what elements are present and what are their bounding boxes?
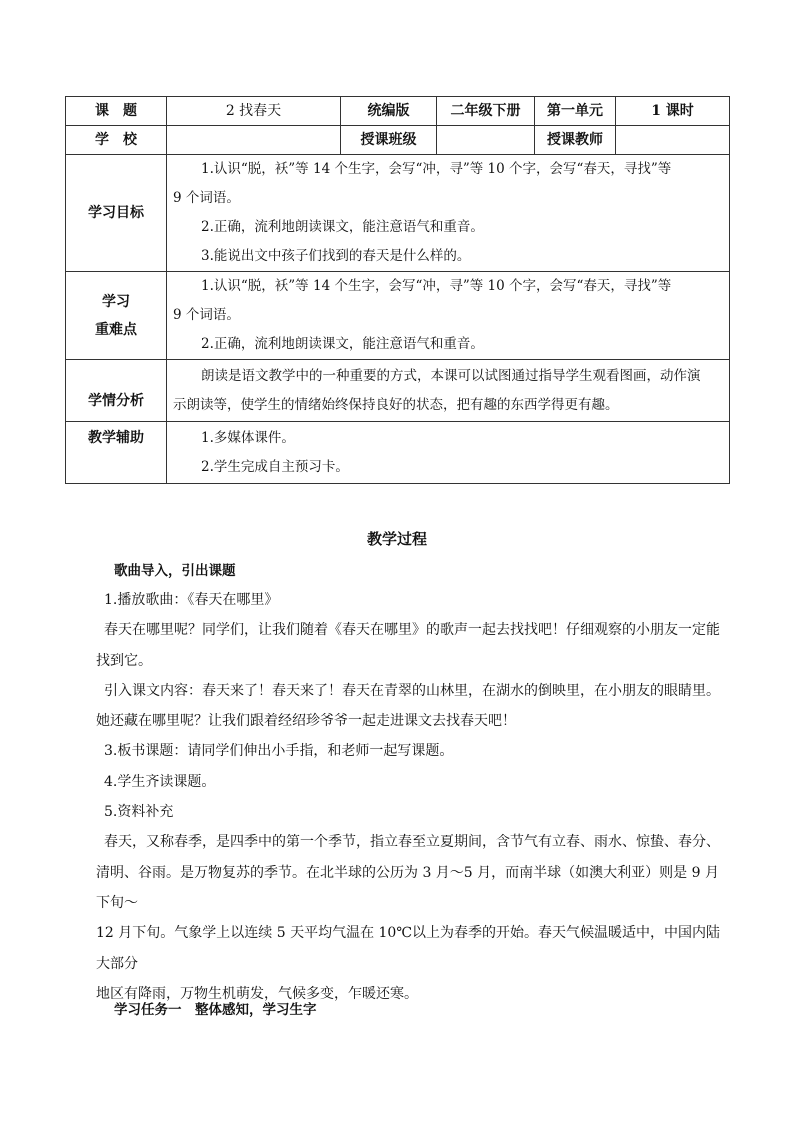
analysis-line: 朗读是语文教学中的一种重要的方式，本课可以试图通过指导学生观看图画，动作演: [201, 367, 701, 384]
process-line: 1.播放歌曲：《春天在哪里》: [104, 592, 279, 608]
school-value: [167, 126, 341, 155]
teacher-value: [616, 126, 730, 155]
process-line: 清明、谷雨。是万物复苏的季节。在北半球的公历为 3 月～5 月，而南半球（如澳大利亚）则是 9 月下旬～: [96, 864, 719, 911]
analysis-line: 示朗读等，使学生的情绪始终保持良好的状态，把有趣的东西学得更有趣。: [173, 396, 619, 413]
process-line: 引入课文内容：春天来了！春天来了！春天在青翠的山林里，在湖水的倒映里，在小朋友的眼睛里。: [104, 682, 720, 699]
lesson-info-table: [65, 96, 730, 484]
aids-label: 教学辅助: [66, 422, 167, 484]
key-point-item: 2.正确，流利地朗读课文，能注意语气和重音。: [201, 336, 484, 352]
process-line: 4.学生齐读课题。: [104, 773, 216, 790]
process-body: [96, 558, 728, 1009]
key-point-item: 9 个词语。: [173, 307, 240, 323]
process-line: 找到它。: [96, 652, 152, 669]
goals-content: [167, 155, 730, 272]
edition: 统编版: [341, 97, 437, 126]
goal-item: 9 个词语。: [173, 190, 240, 206]
process-line: 春天在哪里呢？同学们，让我们随着《春天在哪里》的歌声一起去找找吧！仔细观察的小朋友一定能: [104, 622, 720, 639]
teacher-label: 授课教师: [535, 126, 616, 155]
goals-label: 学习目标: [66, 155, 167, 272]
goal-item: 1.认识“脱，袄”等 14 个生字，会写“冲，寻”等 10 个字，会写“春天，寻找”等: [201, 161, 672, 177]
process-title: 教学过程: [366, 530, 427, 548]
goal-item: 3.能说出文中孩子们找到的春天是什么样的。: [201, 248, 471, 264]
process-line: 地区有降雨，万物生机萌发，气候多变，乍暖还寒。: [96, 985, 418, 1002]
table-row: [66, 126, 730, 155]
aid-item: 1.多媒体课件。: [201, 429, 295, 446]
class-label: 授课班级: [341, 126, 437, 155]
lesson-label: 课 题: [66, 97, 167, 126]
table-row: [66, 155, 730, 272]
analysis-label: 学情分析: [66, 360, 167, 422]
process-line: 3.板书课题：请同学们伸出小手指，和老师一起写课题。: [104, 743, 454, 760]
class-value: [437, 126, 535, 155]
unit: 第一单元: [535, 97, 616, 126]
process-line: 12 月下旬。气象学上以连续 5 天平均气温在 10℃以上为春季的开始。春天气候温暖适中，中国内陆大部分: [96, 925, 720, 972]
key-points-label-line2: 重难点: [95, 321, 137, 338]
process-subtitle: 歌曲导入，引出课题: [114, 563, 236, 579]
process-line: 5.资料补充: [104, 804, 174, 821]
table-row: [66, 272, 730, 360]
table-row: [66, 97, 730, 126]
aids-content: [167, 422, 730, 484]
key-points-label: [66, 272, 167, 360]
lesson-title: 2 找春天: [167, 97, 341, 126]
school-label: 学 校: [66, 126, 167, 155]
key-points-content: [167, 272, 730, 360]
task-title: 学习任务一 整体感知，学习生字: [114, 1002, 317, 1018]
process-line: 她还藏在哪里呢？让我们跟着经绍珍爷爷一起走进课文去找春天吧！: [96, 713, 516, 730]
process-line: 春天，又称春季，是四季中的第一个季节，指立春至立夏期间，含节气有立春、雨水、惊蛰、春分、: [104, 834, 720, 851]
class-hours: 1 课时: [616, 97, 730, 126]
table-row: [66, 422, 730, 484]
aid-item: 2.学生完成自主预习卡。: [201, 458, 349, 475]
grade: 二年级下册: [437, 97, 535, 126]
analysis-content: [167, 360, 730, 422]
key-point-item: 1.认识“脱，袄”等 14 个生字，会写“冲，寻”等 10 个字，会写“春天，寻找”等: [201, 278, 672, 294]
goal-item: 2.正确，流利地朗读课文，能注意语气和重音。: [201, 219, 484, 235]
key-points-label-line1: 学习: [102, 293, 130, 310]
table-row: [66, 360, 730, 422]
